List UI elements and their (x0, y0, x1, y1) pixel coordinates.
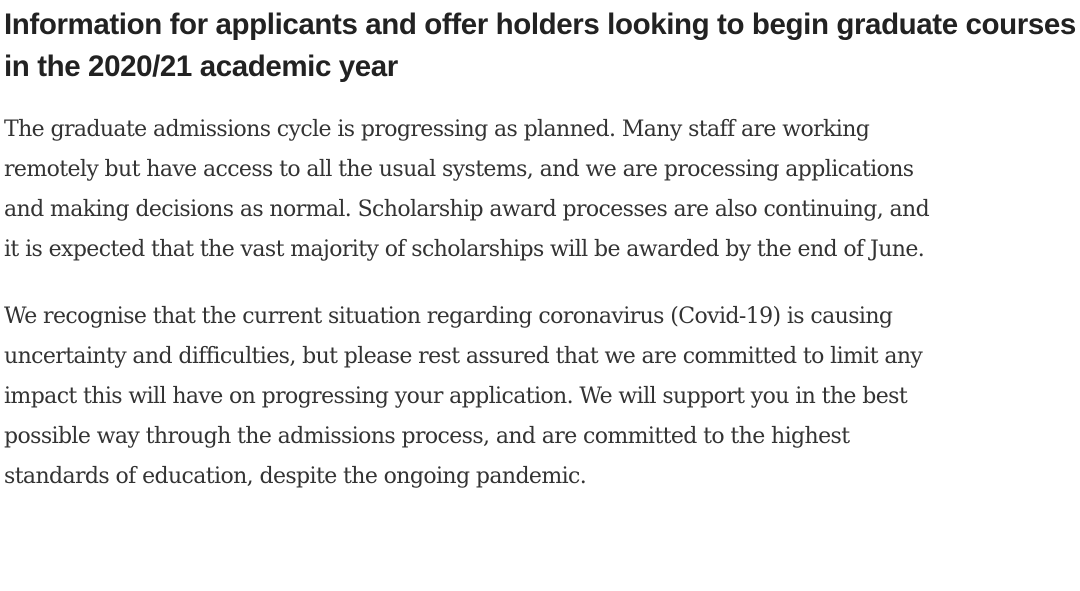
article-content (4, 0, 1076, 497)
page-heading: Information for applicants and offer holders looking to begin graduate courses in the 2020/21 academic year (4, 8, 1076, 83)
paragraph-admissions-cycle: The graduate admissions cycle is progressing as planned. Many staff are working remotely but have access to all the usual systems, and we are processing applications and making decisions as normal. Scholarship award processes are also continuing, and it is expected that the vast majority of scholarships will be awarded by the end of June. (4, 117, 930, 262)
paragraph-covid-notice: We recognise that the current situation regarding coronavirus (Covid-19) is causing uncertainty and difficulties, but please rest assured that we are committed to limit any impact this will have on progressing your application. We will support you in the best possible way through the admissions process, and are committed to the highest standards of education, despite the ongoing pandemic. (4, 304, 923, 489)
